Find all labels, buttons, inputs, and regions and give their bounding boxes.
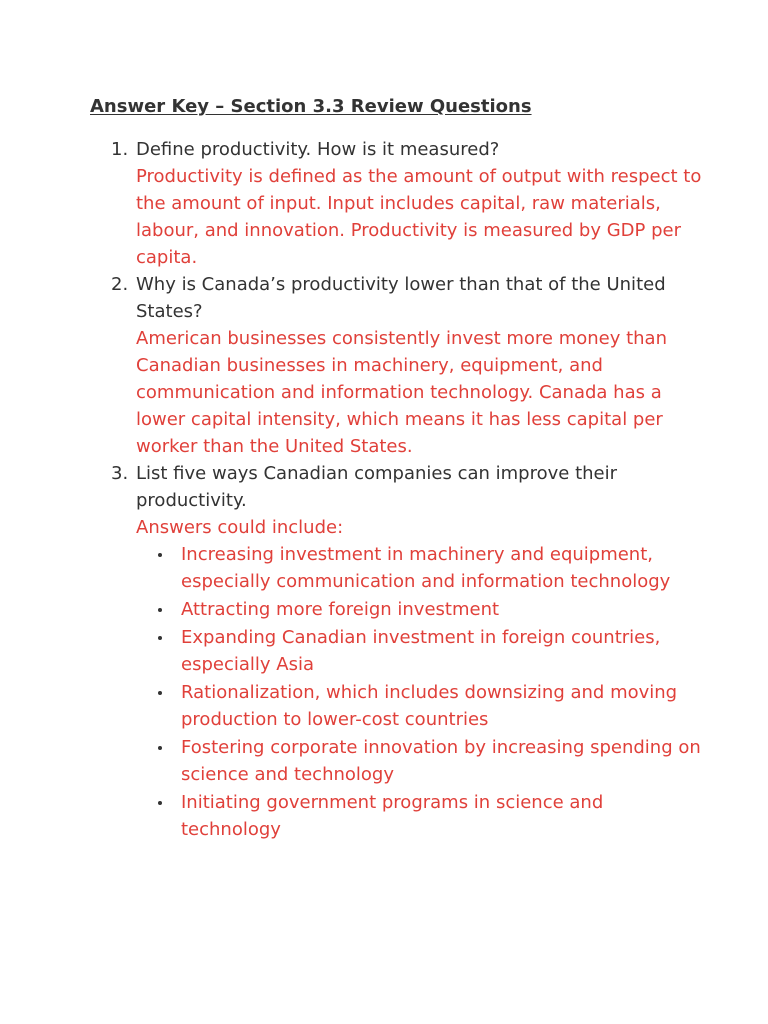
answer-text: Productivity is defined as the amount of output with respect to the amount of input. Input includes capital, raw materials, labour, and innovation. Productivity is measured by GDP per capita.: [136, 166, 702, 268]
bullet-item: [136, 734, 708, 788]
bullet-icon: [158, 608, 162, 612]
page-title: Answer Key – Section 3.3 Review Questions: [90, 96, 532, 117]
bullet-item: [136, 789, 708, 843]
bullet-text: Increasing investment in machinery and equipment, especially communication and information technology: [181, 544, 671, 592]
question-item-2: [90, 271, 708, 460]
question-number: 1.: [111, 139, 129, 160]
question-item-3: [90, 460, 708, 843]
bullet-icon: [158, 801, 162, 805]
bullet-item: [136, 541, 708, 595]
bullet-icon: [158, 553, 162, 557]
question-text: Why is Canada’s productivity lower than that of the United States?: [136, 274, 666, 322]
bullet-item: [136, 596, 708, 623]
bullet-icon: [158, 636, 162, 640]
answer-intro-text: Answers could include:: [136, 517, 344, 538]
question-number: 3.: [111, 463, 129, 484]
bullet-text: Attracting more foreign investment: [181, 599, 500, 620]
bullet-text: Rationalization, which includes downsizing and moving production to lower-cost countries: [181, 682, 678, 730]
bullet-icon: [158, 691, 162, 695]
answer-bullet-list: [136, 541, 708, 843]
bullet-text: Fostering corporate innovation by increasing spending on science and technology: [181, 737, 701, 785]
bullet-item: [136, 679, 708, 733]
question-text: List five ways Canadian companies can improve their productivity.: [136, 463, 618, 511]
answer-text: American businesses consistently invest more money than Canadian businesses in machinery, equipment, and communication and information technology. Canada has a lower capital intensity, which means it has less capital per worker than the United States.: [136, 328, 667, 457]
bullet-text: Initiating government programs in science and technology: [181, 792, 604, 840]
bullet-text: Expanding Canadian investment in foreign countries, especially Asia: [181, 627, 661, 675]
questions-list: [90, 136, 708, 843]
question-item-1: [90, 136, 708, 271]
bullet-icon: [158, 746, 162, 750]
question-text: Define productivity. How is it measured?: [136, 139, 500, 160]
bullet-item: [136, 624, 708, 678]
question-number: 2.: [111, 274, 129, 295]
